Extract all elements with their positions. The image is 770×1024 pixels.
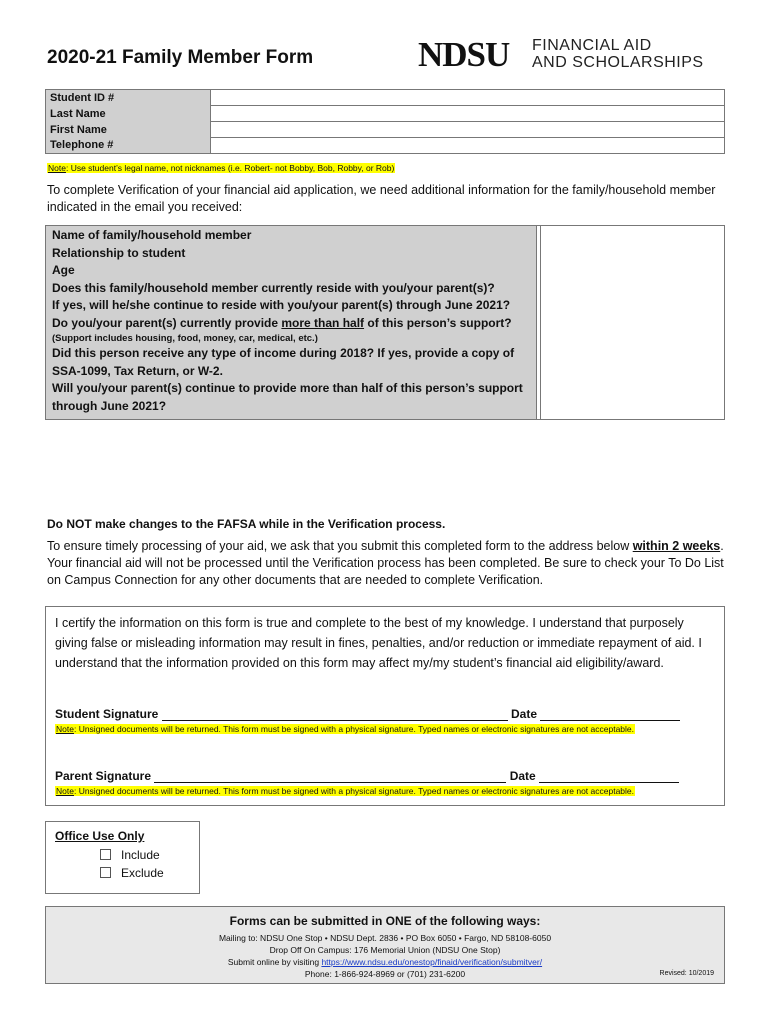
student-id-field[interactable] xyxy=(211,90,725,106)
certification-text: I certify the information on this form is true and complete to the best of my knowledge. I understand that purposely giving false or misleading information may result in fines, penalties, and/or reduction or immediate repayment of aid. I understand that the information provided on this form may affect my/my student’s financial aid eligibility/award. xyxy=(55,616,702,670)
member-answers-field[interactable] xyxy=(540,226,725,419)
family-member-table xyxy=(45,225,725,420)
phone-numbers: Phone: 1-866-924-8969 or (701) 231-6200 xyxy=(304,969,466,979)
timely-pre: To ensure timely processing of your aid, we ask that you submit this completed form to the address below xyxy=(47,539,633,553)
note-label: Note xyxy=(56,724,74,734)
note-label: Note xyxy=(56,786,74,796)
office-use-title: Office Use Only xyxy=(55,829,145,843)
drop-off-address: Drop Off On Campus: 176 Memorial Union (NDSU One Stop) xyxy=(269,945,501,955)
parent-signature-note xyxy=(55,786,635,796)
logo-subtitle xyxy=(532,37,704,71)
student-id-label: Student ID # xyxy=(46,90,211,106)
parent-signature-label: Parent Signature xyxy=(55,769,155,783)
question-name: Name of family/household member xyxy=(52,228,252,242)
table-row xyxy=(46,122,725,138)
office-use-box xyxy=(45,821,200,894)
note-text: : Use student’s legal name, not nicknames (i.e. Robert- not Bobby, Bob, Robby, or Rob) xyxy=(65,163,395,173)
question-income: Did this person receive any type of income during 2018? If yes, provide a copy of SSA-1099, Tax Return, or W-2. xyxy=(52,346,515,378)
student-signature-line[interactable] xyxy=(55,707,680,721)
legal-name-note xyxy=(47,163,395,173)
mailing-address: Mailing to: NDSU One Stop • NDSU Dept. 2836 • PO Box 6050 • Fargo, ND 58108-6050 xyxy=(218,933,552,943)
submit-online-label: Submit online by visiting xyxy=(227,957,322,967)
certification-box xyxy=(45,606,725,806)
timely-processing-paragraph xyxy=(47,538,737,589)
parent-date-label: Date xyxy=(506,769,540,783)
question-support xyxy=(52,315,530,333)
note-label: Note xyxy=(48,163,66,173)
question-support-note: (Support includes housing, food, money, car, medical, etc.) xyxy=(52,333,318,344)
note-text: : Unsigned documents will be returned. This form must be signed with a physical signature. Typed names or electronic signatures are not acceptable. xyxy=(73,786,635,796)
student-signature-label: Student Signature xyxy=(55,707,162,721)
table-row xyxy=(46,106,725,122)
first-name-field[interactable] xyxy=(211,122,725,138)
logo-wordmark: NDSU xyxy=(418,35,510,74)
table-row xyxy=(46,138,725,154)
question-continue-reside: If yes, will he/she continue to reside with you/your parent(s) through June 2021? xyxy=(52,298,511,312)
logo-line-2: AND SCHOLARSHIPS xyxy=(532,54,704,71)
parent-signature-field[interactable] xyxy=(154,770,506,783)
parent-signature-line[interactable] xyxy=(55,769,679,783)
include-checkbox[interactable] xyxy=(100,849,111,860)
page-title: 2020-21 Family Member Form xyxy=(47,47,314,68)
timely-post: . Your financial aid will not be processed until the Verification process has been completed. Be sure to check your To Do List on Campus Connection for any other documents that are needed to complete Verification. xyxy=(47,539,724,587)
revised-date: Revised: 10/2019 xyxy=(659,970,714,977)
submit-online xyxy=(46,957,724,967)
include-label: Include xyxy=(121,848,160,862)
submission-info-box xyxy=(45,906,725,984)
question-support-post: of this person’s support? xyxy=(364,315,512,330)
telephone-field[interactable] xyxy=(211,138,725,154)
include-option[interactable] xyxy=(100,848,160,862)
question-support-pre: Do you/your parent(s) currently provide xyxy=(52,315,282,330)
question-continue-support: Will you/your parent(s) continue to provide more than half of this person’s support through June 2021? xyxy=(52,381,523,413)
parent-date-field[interactable] xyxy=(539,770,679,783)
last-name-label: Last Name xyxy=(46,106,211,122)
student-date-field[interactable] xyxy=(540,708,680,721)
member-questions xyxy=(46,226,537,419)
table-row xyxy=(46,90,725,106)
submission-title: Forms can be submitted in ONE of the following ways: xyxy=(229,914,541,928)
question-support-emphasis: more than half xyxy=(281,315,365,330)
exclude-label: Exclude xyxy=(121,866,164,880)
student-date-label: Date xyxy=(507,707,541,721)
question-reside: Does this family/household member currently reside with you/your parent(s)? xyxy=(52,280,495,295)
ndsu-logo xyxy=(418,37,738,73)
exclude-checkbox[interactable] xyxy=(100,867,111,878)
note-text: : Unsigned documents will be returned. This form must be signed with a physical signature. Typed names or electronic signatures are not acceptable. xyxy=(73,724,635,734)
telephone-label: Telephone # xyxy=(46,138,211,154)
submit-online-link[interactable]: https://www.ndsu.edu/onestop/finaid/verification/submitver/ xyxy=(321,957,543,967)
logo-line-1: FINANCIAL AID xyxy=(532,37,652,54)
question-age: Age xyxy=(52,263,75,277)
student-signature-note xyxy=(55,724,635,734)
timely-emphasis: within 2 weeks xyxy=(632,539,721,553)
fafsa-warning: Do NOT make changes to the FAFSA while in the Verification process. xyxy=(47,517,446,531)
first-name-label: First Name xyxy=(46,122,211,138)
question-relationship: Relationship to student xyxy=(52,245,186,260)
intro-paragraph: To complete Verification of your financial aid application, we need additional information for the family/household member indicated in the email you received: xyxy=(47,183,716,214)
student-info-table xyxy=(45,89,725,154)
student-signature-field[interactable] xyxy=(162,708,508,721)
exclude-option[interactable] xyxy=(100,866,164,880)
last-name-field[interactable] xyxy=(211,106,725,122)
